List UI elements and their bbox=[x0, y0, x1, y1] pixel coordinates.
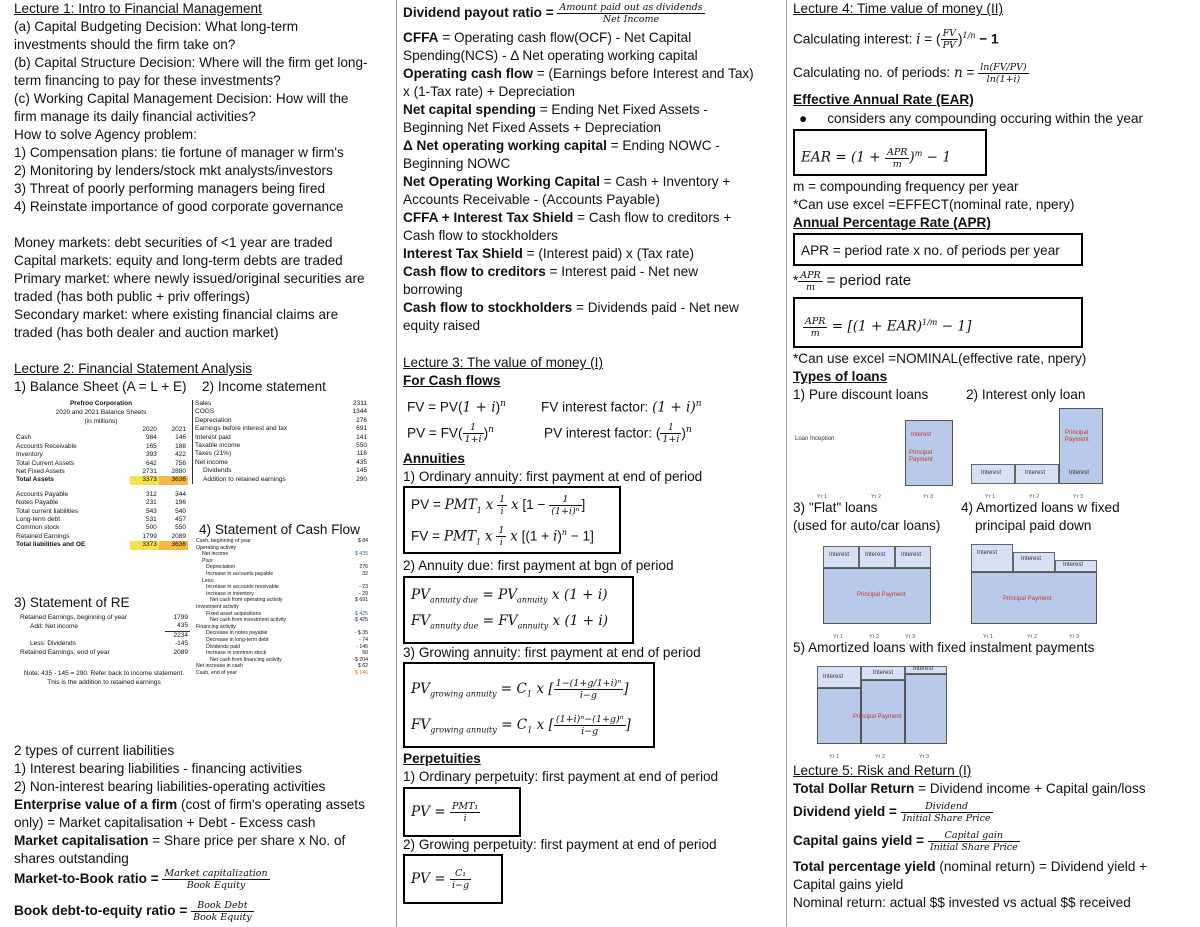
income-statement-table bbox=[192, 400, 369, 484]
ear-formula-box bbox=[793, 129, 987, 176]
agency-heading: How to solve Agency problem: bbox=[14, 127, 197, 142]
current-liabilities-title: 2 types of current liabilities bbox=[14, 743, 175, 758]
capital-gains-yield: Capital gains yield = $\frac{\text{Capital gain}}{\text{Initial Share Price}}$ bbox=[793, 830, 1018, 853]
money-markets: Money markets: debt securities of <1 year are traded bbox=[14, 235, 333, 250]
oa-pv-formula: PV = $PMT_1$ x $\frac{1}{i}$ x [1 − $\frac{1}{\text{(1+i)ⁿ}}$ ] bbox=[411, 494, 586, 517]
cash-flow-to-stockholders: Cash flow to stockholders = Dividends paid - Net new equity raised bbox=[403, 300, 739, 333]
table-row: Increase in accounts receivable - 23 bbox=[206, 584, 368, 591]
loan-type-3: 3) "Flat" loans bbox=[793, 500, 878, 515]
table-row: Taxes (21%) 116 bbox=[195, 450, 367, 458]
ordinary-annuity-formula-box bbox=[403, 486, 621, 554]
ear-bullet: ● considers any compounding occuring within the year bbox=[799, 111, 1144, 126]
book-debt-to-equity-ratio: Book debt-to-equity ratio = $\frac{\text{Book Debt}}{\text{Book Equity}}$ bbox=[14, 900, 252, 923]
table-row: Net increase in cash $ 62 bbox=[196, 663, 368, 670]
re-note: Note: 435 - 145 = 290. Refer back to income statement. This is the addition to retained earnings bbox=[23, 670, 185, 687]
table-row: Depreciation 276 bbox=[206, 564, 368, 571]
market-to-book-ratio: Market-to-Book ratio = $\frac{\text{Market capitalization}}{\text{Book Equity}}$ bbox=[14, 868, 268, 891]
capital-markets: Capital markets: equity and long-term debts are traded bbox=[14, 253, 343, 268]
apr-from-ear-formula: $\frac{\text{APR}}{m}$ = [(1 + EAR)$^{1/m}$ − 1] bbox=[805, 315, 972, 339]
secondary-market: Secondary market: where existing financial claims are traded (has both dealer and auction market) bbox=[14, 307, 339, 340]
table-row: Retained Earnings, end of year 2089 bbox=[20, 648, 188, 656]
table-row: Addition to retained earnings 290 bbox=[203, 475, 367, 483]
table-row: Net cash from operating activity $ 691 bbox=[210, 597, 368, 604]
growing-annuity-label: 3) Growing annuity: first payment at end of period bbox=[403, 645, 701, 660]
total-dollar-return: Total Dollar Return = Dividend income + Capital gain/loss bbox=[793, 781, 1146, 796]
loan-type-4: 4) Amortized loans w fixed bbox=[961, 500, 1120, 515]
table-row: Retained Earnings, beginning of year 1799 bbox=[20, 614, 188, 621]
table-row: Notes Payable 231 196 bbox=[16, 499, 186, 507]
balance-sheet-table bbox=[14, 399, 188, 550]
l1-working-capital: (c) Working Capital Management Decision: How will the firm manage its daily financial activities? bbox=[14, 91, 349, 124]
balance-sheet-label: 1) Balance Sheet (A = L + E) bbox=[14, 379, 187, 394]
ncs-definition: Net capital spending = Ending Net Fixed Assets - Beginning Net Fixed Assets + Depreciation bbox=[403, 102, 708, 135]
ordinary-perpetuity-label: 1) Ordinary perpetuity: first payment at end of period bbox=[403, 769, 719, 784]
pv-formula: PV = FV( $\frac{1}{1+i}$ )$^n$ bbox=[407, 422, 494, 446]
agency-item-2: 2) Monitoring by lenders/stock mkt analysts/investors bbox=[14, 163, 333, 178]
table-row: Increase in common stock 50 bbox=[206, 650, 368, 657]
l1-capital-structure: (b) Capital Structure Decision: Where will the firm get long-term financing to pay for these investments? bbox=[14, 55, 368, 88]
ga-fv-formula: $FV_{growing annuity} = C_1$ x [ $\frac{\text{(1+i)ⁿ−(1+g)ⁿ}}{i-g}$ ] bbox=[411, 714, 631, 737]
statement-of-re-label: 3) Statement of RE bbox=[14, 595, 130, 610]
table-row: Accounts Payable 312 344 bbox=[16, 490, 186, 498]
bs-grid bbox=[14, 426, 188, 550]
enterprise-value: Enterprise value of a firm (cost of firm's operating assets only) = Market capitalisation + Debt - Excess cash bbox=[14, 797, 365, 830]
column-divider-2 bbox=[786, 0, 787, 927]
period-rate: * $\frac{\text{APR}}{m}$ = period rate bbox=[793, 270, 912, 293]
apr-excel-note: *Can use excel =NOMINAL(effective rate, npery) bbox=[793, 351, 1087, 366]
loan-type-5: 5) Amortized loans with fixed instalment payments bbox=[793, 640, 1095, 655]
table-row: Cash 984 146 bbox=[16, 434, 186, 442]
table-row: Net income $ 435 bbox=[202, 551, 368, 558]
nominal-return: Nominal return: actual $$ invested vs actual $$ received bbox=[793, 895, 1131, 910]
bs-year-2020: 2020 bbox=[142, 426, 157, 433]
annuities-heading: Annuities bbox=[403, 451, 465, 466]
table-row: Increase in accounts payable 32 bbox=[206, 570, 368, 577]
loans-heading: Types of loans bbox=[793, 369, 888, 384]
interest-only-loan-diagram: Interest Interest Interest Principal Payment Yr 1 Yr 2 Yr 3 bbox=[961, 404, 1111, 494]
table-row: Depreciation 276 bbox=[195, 416, 367, 424]
cffa-definition: CFFA = Operating cash flow(OCF) - Net Capital Spending(NCS) - Δ Net operating working capital bbox=[403, 30, 698, 63]
table-row: Increase in inventory - 29 bbox=[206, 590, 368, 597]
table-row: Net cash from investment activity -$ 425 bbox=[210, 617, 368, 624]
lecture-5-title: Lecture 5: Risk and Return (I) bbox=[793, 763, 972, 778]
table-row: Plus: bbox=[202, 557, 214, 564]
op-formula: PV = $\frac{\text{PMT₁}}{i}$ bbox=[411, 801, 479, 824]
table-row: Operating activity bbox=[196, 544, 237, 551]
current-liabilities-1: 1) Interest bearing liabilities - financing activities bbox=[14, 761, 302, 776]
loan-type-1: 1) Pure discount loans bbox=[793, 387, 929, 402]
column-2 bbox=[403, 0, 775, 927]
loan-type-2: 2) Interest only loan bbox=[966, 387, 1086, 402]
ear-formula: EAR = (1 + $\frac{\text{APR}}{m}$ )$^m$ − 1 bbox=[801, 146, 951, 170]
amortized-fixed-instalment-diagram: Interest Interest Interest Principal Payment Yr 1 Yr 2 Yr 3 bbox=[817, 660, 957, 756]
agency-item-4: 4) Reinstate importance of good corporate governance bbox=[14, 199, 344, 214]
table-row: Inventory 393 422 bbox=[16, 451, 186, 459]
fv-formula: FV = $PV(1 + i)^n$ bbox=[407, 399, 506, 416]
m-definition: m = compounding frequency per year bbox=[793, 179, 1019, 194]
interest-tax-shield-sum: CFFA + Interest Tax Shield = Cash flow to creditors + Cash flow to stockholders bbox=[403, 210, 732, 243]
apr-formula-box bbox=[793, 233, 1083, 266]
column-3 bbox=[793, 0, 1193, 927]
ad-fv-formula: $FV_{annuity due} = FV_{annuity}$ x (1 + i) bbox=[411, 613, 609, 631]
ga-pv-formula: $PV_{growing annuity} = C_1$ x [ $\frac{\text{1−(1+g/1+i)ⁿ}}{i-g}$ ] bbox=[411, 678, 629, 701]
pv-interest-factor: PV interest factor: ( $\frac{1}{1+i}$ )$^n$ bbox=[544, 422, 692, 446]
flat-loan-diagram: Interest Interest Interest Principal Payment Yr 1 Yr 2 Yr 3 bbox=[823, 540, 953, 638]
loan-type-3-note: (used for auto/car loans) bbox=[793, 518, 941, 533]
table-row: Dividends paid - 145 bbox=[206, 643, 368, 650]
table-row: Total current liabilities 543 540 bbox=[16, 507, 186, 515]
primary-market: Primary market: where newly issued/original securities are traded (has both public + priv offerings) bbox=[14, 271, 365, 304]
market-capitalisation: Market capitalisation = Share price per share x No. of shares outstanding bbox=[14, 833, 346, 866]
lecture-2-title: Lecture 2: Financial Statement Analysis bbox=[14, 361, 253, 376]
bs-year-2021: 2021 bbox=[171, 426, 186, 433]
bs-subtitle: 2020 and 2021 Balance Sheets bbox=[55, 409, 147, 416]
for-cash-flows-heading: For Cash flows bbox=[403, 373, 501, 388]
annuity-due-label: 2) Annuity due: first payment at bgn of period bbox=[403, 558, 674, 573]
lecture-3-title: Lecture 3: The value of money (I) bbox=[403, 355, 603, 370]
interest-tax-shield: Interest Tax Shield = (Interest paid) x (Tax rate) bbox=[403, 246, 694, 261]
bs-units: (in millions) bbox=[84, 418, 118, 425]
ad-pv-formula: $PV_{annuity due} = PV_{annuity}$ x (1 + i) bbox=[411, 587, 608, 605]
apr-formula: APR = period rate x no. of periods per year bbox=[801, 243, 1060, 258]
re-table bbox=[18, 614, 190, 687]
cash-flow-to-creditors: Cash flow to creditors = Interest paid - Net new borrowing bbox=[403, 264, 699, 297]
column-divider-1 bbox=[396, 0, 397, 927]
calculating-periods: Calculating no. of periods: n = $\frac{\ln(FV/PV)}{\ln(1+i)}$ bbox=[793, 62, 1027, 85]
table-row: Decrease in long-term debt - 74 bbox=[206, 636, 368, 643]
agency-item-1: 1) Compensation plans: tie fortune of manager w firm's bbox=[14, 145, 344, 160]
annuity-due-formula-box bbox=[403, 576, 634, 644]
gp-formula: PV = $\frac{\text{C₁}}{i-g}$ bbox=[411, 868, 470, 891]
amortized-fixed-principal-diagram: Interest Interest Interest Principal Payment Yr 1 Yr 2 Yr 3 bbox=[971, 540, 1101, 638]
agency-item-3: 3) Threat of poorly performing managers being fired bbox=[14, 181, 326, 196]
nowc-definition: Net Operating Working Capital = Cash + Inventory + Accounts Receivable - (Accounts Payable) bbox=[403, 174, 731, 207]
table-row: Financing activity bbox=[196, 623, 236, 630]
table-row: 2234 bbox=[173, 631, 188, 639]
dividend-yield: Dividend yield = $\frac{\text{Dividend}}{\text{Initial Share Price}}$ bbox=[793, 801, 991, 824]
table-row: Sales 2311 bbox=[195, 400, 367, 407]
column-1 bbox=[14, 0, 386, 927]
table-row: Taxable income 550 bbox=[195, 442, 367, 450]
table-row: Cash, end of year $ 146 bbox=[196, 669, 368, 676]
table-row: Total Assets 3373 3636 bbox=[16, 476, 186, 484]
fv-interest-factor: FV interest factor: $(1 + i)^n$ bbox=[541, 399, 702, 416]
table-row: COGS 1344 bbox=[195, 408, 367, 416]
growing-perpetuity-label: 2) Growing perpetuity: first payment at end of period bbox=[403, 837, 717, 852]
table-row: Net Fixed Assets 2731 2880 bbox=[16, 468, 186, 476]
dividend-payout-ratio: Dividend payout ratio = $\frac{\text{Amount paid out as dividends}}{\text{Net Income}}$ bbox=[403, 2, 703, 25]
pure-discount-loan-diagram: Loan Inception Interest Principal Payment Yr 1 Yr 2 Yr 3 bbox=[793, 404, 953, 494]
income-statement-label: 2) Income statement bbox=[202, 379, 326, 394]
delta-nowc-definition: Δ Net operating working capital = Ending NOWC - Beginning NOWC bbox=[403, 138, 720, 171]
ear-heading: Effective Annual Rate (EAR) bbox=[793, 92, 974, 107]
table-row: Decrease in notes payable - $ 35 bbox=[206, 630, 368, 637]
current-liabilities-2: 2) Non-interest bearing liabilities-operating activities bbox=[14, 779, 326, 794]
table-row: Interest paid 141 bbox=[195, 433, 367, 441]
table-row: Net cash from financing activity -$ 204 bbox=[210, 656, 368, 663]
table-row: Net income 435 bbox=[195, 458, 367, 466]
lecture-1-title: Lecture 1: Intro to Financial Management bbox=[14, 1, 262, 16]
table-row: Total Current Assets 642 756 bbox=[16, 459, 186, 467]
table-row: Common stock 500 550 bbox=[16, 524, 186, 532]
table-row: Dividends 145 bbox=[203, 467, 367, 475]
ordinary-perpetuity-formula-box bbox=[403, 787, 521, 837]
table-row: Long-term debt 531 457 bbox=[16, 516, 186, 524]
oa-fv-formula: FV = $PMT_1$ x $\frac{1}{i}$ x $[(1 + i)^n - 1]$ bbox=[411, 525, 594, 549]
table-row: Fixed asset acquisitions -$ 425 bbox=[206, 610, 368, 617]
perpetuities-heading: Perpetuities bbox=[403, 751, 481, 766]
growing-perpetuity-formula-box bbox=[403, 854, 503, 904]
table-row: Less: bbox=[202, 577, 215, 584]
growing-annuity-formula-box bbox=[403, 662, 655, 748]
table-row: Retained Earnings 1799 2089 bbox=[16, 532, 186, 540]
cash-flow-label: 4) Statement of Cash Flow bbox=[199, 522, 360, 537]
table-row: Accounts Receivable 165 188 bbox=[16, 442, 186, 450]
cash-flow-table bbox=[194, 538, 370, 676]
apr-from-ear-box bbox=[793, 297, 1083, 348]
bs-company: Prefroo Corporation bbox=[69, 400, 133, 407]
table-row: Total liabilities and OE 3373 3636 bbox=[16, 541, 186, 549]
ear-excel-note: *Can use excel =EFFECT(nominal rate, npery) bbox=[793, 197, 1075, 212]
apr-heading: Annual Percentage Rate (APR) bbox=[793, 215, 991, 230]
ocf-definition: Operating cash flow = (Earnings before Interest and Tax) x (1-Tax rate) + Depreciation bbox=[403, 66, 754, 99]
table-row: Less: Dividends -145 bbox=[30, 640, 188, 648]
calculating-interest: Calculating interest: i = ( $\frac{FV}{PV}$ )$^{1/n}$ − 1 bbox=[793, 28, 999, 52]
lecture-4-title: Lecture 4: Time value of money (II) bbox=[793, 1, 1004, 16]
table-row: Add: Net income 435 bbox=[30, 622, 188, 630]
table-row: Investment activity bbox=[196, 603, 239, 610]
l1-capital-budgeting: (a) Capital Budgeting Decision: What long-term investments should the firm take on? bbox=[14, 19, 299, 52]
table-row: Earnings before interest and tax 691 bbox=[195, 425, 367, 433]
loan-type-4-note: principal paid down bbox=[975, 518, 1092, 533]
table-row: Cash, beginning of year $ 84 bbox=[196, 538, 368, 544]
ordinary-annuity-label: 1) Ordinary annuity: first payment at end of period bbox=[403, 469, 703, 484]
total-percentage-yield: Total percentage yield (nominal return) = Dividend yield + Capital gains yield bbox=[793, 859, 1148, 892]
